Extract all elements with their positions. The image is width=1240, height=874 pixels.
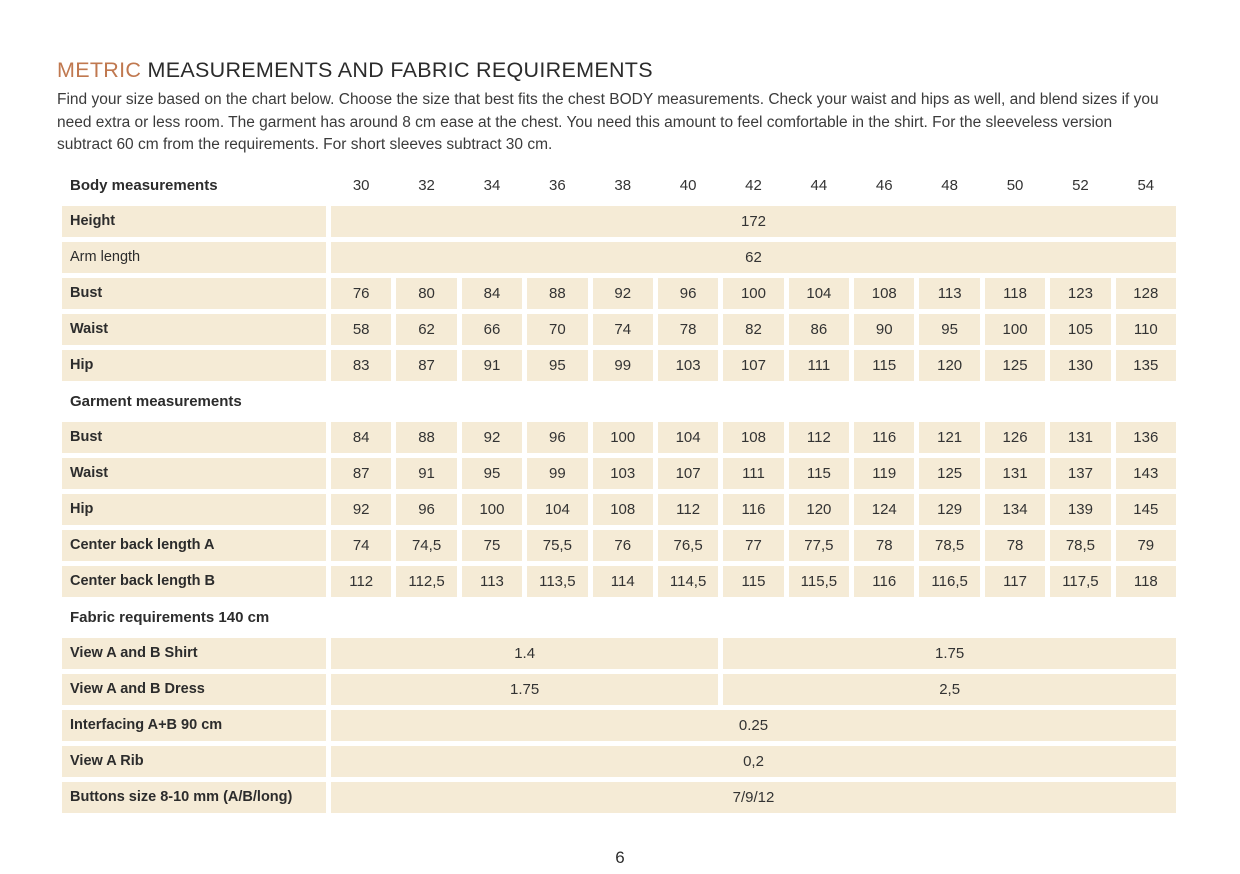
value-cell: 115 [854, 350, 914, 381]
intro-paragraph: Find your size based on the chart below. Choose the size that best fits the chest BODY measurements. Check your waist and hips as well, and blend sizes if you need extra or less room. The garment has around 8 cm ease at the chest. You need this amount to feel comfortable in the shirt. For the sleeveless version subtract 60 cm from the requirements. For short sleeves subtract 30 cm. [57, 91, 1159, 153]
value-cell: 88 [527, 278, 587, 309]
value-cell: 112 [658, 494, 718, 525]
value-cell: 137 [1050, 458, 1110, 489]
value-cell: 103 [658, 350, 718, 381]
row-label: Hip [62, 350, 326, 381]
value-cell: 100 [593, 422, 653, 453]
value-cell: 77 [723, 530, 783, 561]
value-cell: 58 [331, 314, 391, 345]
row-label: View A and B Shirt [62, 638, 326, 669]
value-cell: 104 [789, 278, 849, 309]
size-column-header: 46 [875, 176, 893, 194]
size-column-header: 36 [548, 176, 566, 194]
value-cell: 145 [1116, 494, 1176, 525]
value-cell: 104 [658, 422, 718, 453]
value-cell: 108 [593, 494, 653, 525]
value-cell: 115 [789, 458, 849, 489]
size-column-header: 48 [941, 176, 958, 194]
row-label: View A and B Dress [62, 674, 326, 705]
value-cell: 99 [527, 458, 587, 489]
value-cell: 79 [1116, 530, 1176, 561]
value-cell: 92 [331, 494, 391, 525]
column-header-label: Body measurements [70, 176, 218, 194]
value-cell: 77,5 [789, 530, 849, 561]
value-cell: 107 [723, 350, 783, 381]
value-cell: 76,5 [658, 530, 718, 561]
value-cell: 100 [985, 314, 1045, 345]
value-cell: 95 [527, 350, 587, 381]
value-cell: 80 [396, 278, 456, 309]
value-cell: 78,5 [1050, 530, 1110, 561]
value-cell: 117,5 [1050, 566, 1110, 597]
row-label: Buttons size 8-10 mm (A/B/long) [62, 782, 326, 813]
value-cell: 131 [985, 458, 1045, 489]
value-cell: 78,5 [919, 530, 979, 561]
value-cell: 126 [985, 422, 1045, 453]
value-cell: 136 [1116, 422, 1176, 453]
value-cell: 87 [396, 350, 456, 381]
size-column-header: 40 [679, 176, 697, 194]
row-label: Bust [62, 422, 326, 453]
size-chart-table [62, 170, 1176, 813]
size-column-header: 44 [810, 176, 828, 194]
value-cell: 112 [789, 422, 849, 453]
value-cell: 116 [854, 566, 914, 597]
value-cell: 90 [854, 314, 914, 345]
page-title [57, 58, 1240, 83]
value-cell: 96 [527, 422, 587, 453]
value-cell: 114 [593, 566, 653, 597]
value-cell: 75,5 [527, 530, 587, 561]
size-column-header: 52 [1072, 176, 1089, 194]
value-cell: 113,5 [527, 566, 587, 597]
title-rest: MEASUREMENTS AND FABRIC REQUIREMENTS [147, 58, 653, 82]
row-label: Center back length A [62, 530, 326, 561]
value-cell: 125 [985, 350, 1045, 381]
value-cell: 120 [919, 350, 979, 381]
value-cell: 112 [331, 566, 391, 597]
size-column-header: 50 [1006, 176, 1024, 194]
value-cell: 108 [854, 278, 914, 309]
value-cell: 78 [658, 314, 718, 345]
value-cell: 139 [1050, 494, 1110, 525]
section-header: Fabric requirements 140 cm [70, 608, 270, 626]
row-label: Height [62, 206, 326, 237]
title-accent: METRIC [57, 58, 142, 82]
value-cell: 75 [462, 530, 522, 561]
value-cell: 88 [396, 422, 456, 453]
size-column-header: 32 [418, 176, 435, 194]
row-label: Bust [62, 278, 326, 309]
row-label: Hip [62, 494, 326, 525]
value-cell: 105 [1050, 314, 1110, 345]
row-label: View A Rib [62, 746, 326, 777]
value-cell: 62 [396, 314, 456, 345]
split-right-value-cell: 1.75 [723, 638, 1176, 669]
value-cell: 74 [331, 530, 391, 561]
merged-value-cell: 7/9/12 [331, 782, 1176, 813]
split-left-value-cell: 1.75 [331, 674, 718, 705]
value-cell: 143 [1116, 458, 1176, 489]
value-cell: 91 [396, 458, 456, 489]
value-cell: 70 [527, 314, 587, 345]
value-cell: 117 [985, 566, 1045, 597]
split-right-value-cell: 2,5 [723, 674, 1176, 705]
value-cell: 100 [723, 278, 783, 309]
value-cell: 84 [331, 422, 391, 453]
section-header: Garment measurements [70, 392, 242, 410]
value-cell: 91 [462, 350, 522, 381]
value-cell: 129 [919, 494, 979, 525]
merged-value-cell: 0,2 [331, 746, 1176, 777]
value-cell: 123 [1050, 278, 1110, 309]
value-cell: 87 [331, 458, 391, 489]
value-cell: 116,5 [919, 566, 979, 597]
value-cell: 74,5 [396, 530, 456, 561]
merged-value-cell: 172 [331, 206, 1176, 237]
value-cell: 83 [331, 350, 391, 381]
size-column-header: 42 [745, 176, 762, 194]
value-cell: 96 [396, 494, 456, 525]
value-cell: 95 [462, 458, 522, 489]
value-cell: 76 [593, 530, 653, 561]
value-cell: 115 [723, 566, 783, 597]
value-cell: 111 [789, 350, 849, 381]
value-cell: 130 [1050, 350, 1110, 381]
value-cell: 78 [985, 530, 1045, 561]
value-cell: 116 [723, 494, 783, 525]
value-cell: 121 [919, 422, 979, 453]
value-cell: 116 [854, 422, 914, 453]
row-label: Waist [62, 314, 326, 345]
value-cell: 112,5 [396, 566, 456, 597]
value-cell: 114,5 [658, 566, 718, 597]
value-cell: 135 [1116, 350, 1176, 381]
merged-value-cell: 62 [331, 242, 1176, 273]
value-cell: 66 [462, 314, 522, 345]
value-cell: 115,5 [789, 566, 849, 597]
size-column-header: 38 [614, 176, 632, 194]
value-cell: 100 [462, 494, 522, 525]
merged-value-cell: 0.25 [331, 710, 1176, 741]
value-cell: 78 [854, 530, 914, 561]
value-cell: 92 [462, 422, 522, 453]
value-cell: 95 [919, 314, 979, 345]
row-label: Interfacing A+B 90 cm [62, 710, 326, 741]
value-cell: 96 [658, 278, 718, 309]
row-label: Arm length [62, 242, 326, 273]
page-number: 6 [615, 848, 625, 867]
value-cell: 134 [985, 494, 1045, 525]
size-column-header: 34 [483, 176, 501, 194]
row-label: Center back length B [62, 566, 326, 597]
value-cell: 118 [985, 278, 1045, 309]
size-column-header: 54 [1137, 176, 1155, 194]
split-left-value-cell: 1.4 [331, 638, 718, 669]
row-label: Waist [62, 458, 326, 489]
value-cell: 104 [527, 494, 587, 525]
value-cell: 76 [331, 278, 391, 309]
value-cell: 113 [919, 278, 979, 309]
value-cell: 124 [854, 494, 914, 525]
value-cell: 103 [593, 458, 653, 489]
value-cell: 99 [593, 350, 653, 381]
value-cell: 118 [1116, 566, 1176, 597]
size-column-header: 30 [352, 176, 370, 194]
value-cell: 111 [723, 458, 783, 489]
value-cell: 113 [462, 566, 522, 597]
value-cell: 74 [593, 314, 653, 345]
value-cell: 86 [789, 314, 849, 345]
value-cell: 128 [1116, 278, 1176, 309]
value-cell: 120 [789, 494, 849, 525]
value-cell: 92 [593, 278, 653, 309]
value-cell: 84 [462, 278, 522, 309]
value-cell: 110 [1116, 314, 1176, 345]
value-cell: 82 [723, 314, 783, 345]
value-cell: 119 [854, 458, 914, 489]
value-cell: 108 [723, 422, 783, 453]
value-cell: 131 [1050, 422, 1110, 453]
value-cell: 125 [919, 458, 979, 489]
value-cell: 107 [658, 458, 718, 489]
